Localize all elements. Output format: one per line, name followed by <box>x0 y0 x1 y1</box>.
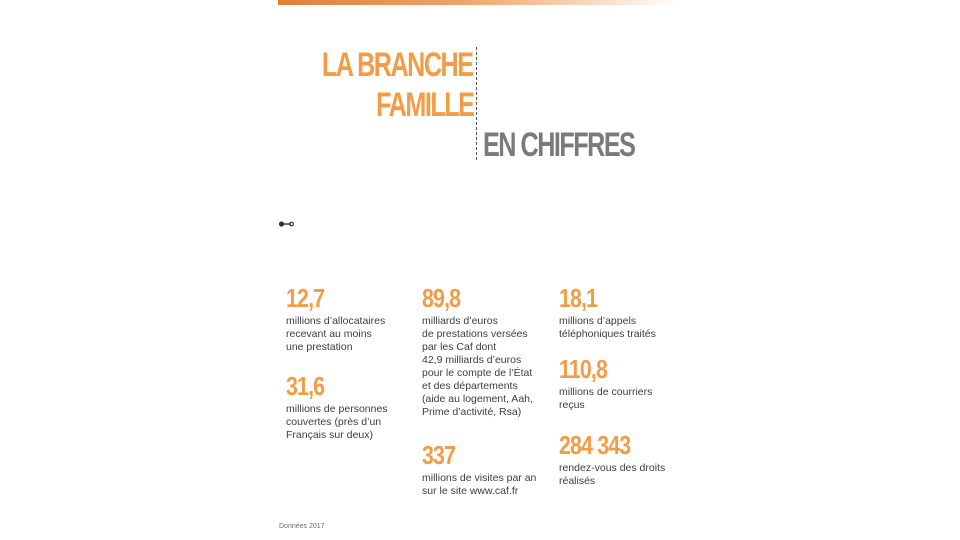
stat-prestations <box>422 285 533 419</box>
stat-personnes-couvertes <box>286 373 388 442</box>
stat-description: milliards d’euros de prestations versées par les Caf dont 42,9 milliards d’euros pour le compte de l’État et des départements (aide au logement, Aah, Prime d’activité, Rsa) <box>422 315 533 418</box>
stat-description: millions de visites par an sur le site www.caf.fr <box>422 472 537 497</box>
key-icon <box>278 220 294 228</box>
stat-value: 337 <box>422 440 456 470</box>
footer-note: Données 2017 <box>279 523 325 530</box>
stat-value: 284 343 <box>559 430 631 460</box>
stat-value: 18,1 <box>559 283 598 313</box>
title-line-2: FAMILLE <box>375 86 473 124</box>
page-subtitle: EN CHIFFRES <box>483 126 635 164</box>
stat-value: 12,7 <box>286 283 325 313</box>
stat-description: rendez-vous des droits réalisés <box>559 462 666 487</box>
stat-visites <box>422 442 536 498</box>
stat-value: 110,8 <box>559 354 608 384</box>
stat-courriers <box>559 356 652 412</box>
stat-value: 31,6 <box>286 371 325 401</box>
top-accent-bar <box>278 0 678 5</box>
title-line-1: LA BRANCHE <box>322 46 473 84</box>
stat-rendez-vous <box>559 432 665 488</box>
stat-description: millions d’appels téléphoniques traités <box>559 315 656 340</box>
stat-appels <box>559 285 656 341</box>
title-divider <box>476 47 477 160</box>
stat-value: 89,8 <box>422 283 461 313</box>
stat-description: millions de personnes couvertes (près d’un Français sur deux) <box>286 403 388 441</box>
stat-allocataires <box>286 285 385 354</box>
stat-description: millions de courriers reçus <box>559 386 653 411</box>
stat-description: millions d’allocataires recevant au moins une prestation <box>286 315 386 353</box>
